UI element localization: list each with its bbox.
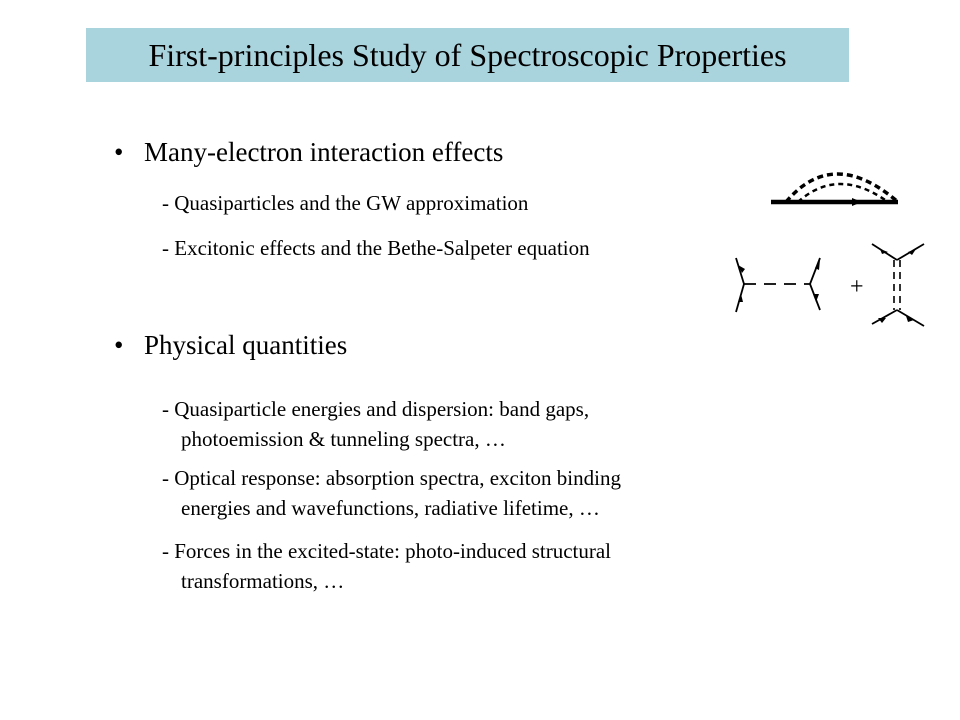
- sub-item-excitonic: [162, 233, 590, 263]
- sub-item-text: - Excitonic effects and the Bethe-Salpeter equation: [162, 236, 590, 260]
- sub-item-text: - Optical response: absorption spectra, exciton binding: [162, 466, 621, 490]
- gw-self-energy-diagram: [768, 158, 903, 212]
- slide-title: First-principles Study of Spectroscopic Properties: [148, 36, 787, 73]
- sub-item-quasiparticles: [162, 188, 528, 218]
- title-banner: [86, 28, 849, 82]
- bullet-heading: Physical quantities: [144, 330, 348, 360]
- bullet-marker: •: [114, 137, 124, 167]
- sub-item-text: - Quasiparticles and the GW approximation: [162, 191, 529, 215]
- sub-item-text-continued: energies and wavefunctions, radiative lifetime, …: [181, 496, 600, 520]
- sub-item-forces: [162, 536, 611, 596]
- bullet-heading: Many-electron interaction effects: [144, 137, 504, 167]
- sub-item-text-continued: photoemission & tunneling spectra, …: [181, 427, 506, 451]
- bullet-physical-quantities: [114, 330, 347, 361]
- bse-kernel-diagram: [728, 238, 928, 333]
- bullet-marker: •: [114, 330, 124, 360]
- bullet-many-electron: [114, 137, 503, 168]
- sub-item-text: - Forces in the excited-state: photo-induced structural: [162, 539, 612, 563]
- plus-sign: +: [850, 274, 864, 300]
- sub-item-optical-response: [162, 463, 621, 523]
- sub-item-qp-energies: [162, 394, 589, 454]
- sub-item-text-continued: transformations, …: [181, 569, 345, 593]
- sub-item-text: - Quasiparticle energies and dispersion: band gaps,: [162, 397, 590, 421]
